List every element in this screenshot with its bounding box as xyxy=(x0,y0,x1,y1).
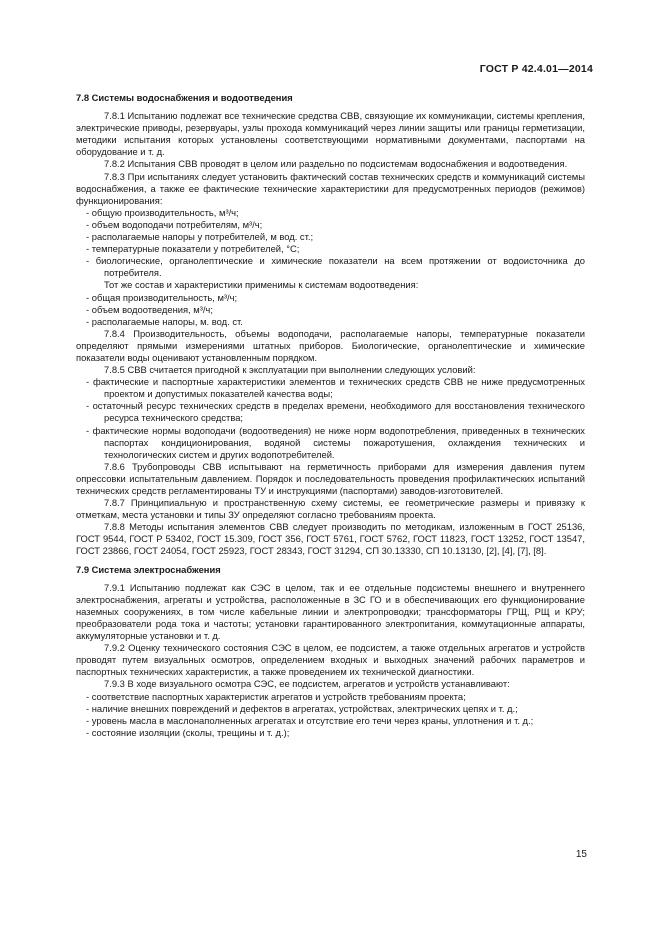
list-item: - фактические и паспортные характеристики элементов и технических средств СВВ не ниже предусмотренных проектом и допустимых показателей качества воды; xyxy=(76,376,585,400)
section-heading-7-9: 7.9 Система электроснабжения xyxy=(76,563,221,575)
paragraph-7-8-3: 7.8.3 При испытаниях следует установить фактический состав технических средств и коммуникаций системы водоснабжения, а также ее фактические технические характеристики для предусмотренных периодов (режимов) функционирования: xyxy=(76,170,585,206)
page-number: 15 xyxy=(575,849,587,860)
list-item: - фактические нормы водоподачи (водоотведения) не ниже норм водопотребления, приведенных в технических паспортах кондиционирования, водяной системы пожаротушения, охлаждения технических и технологических систем и других водопотребителей. xyxy=(76,425,585,461)
document-body xyxy=(76,92,585,739)
list-item: - общая производительность, м³/ч; xyxy=(76,292,585,304)
list-item: - остаточный ресурс технических средств в пределах времени, необходимого для восстановления технического ресурса технического средства; xyxy=(76,400,585,424)
paragraph-7-8-2: 7.8.2 Испытания СВВ проводят в целом или раздельно по подсистемам водоснабжения и водоотведения. xyxy=(104,158,568,170)
list-item: - наличие внешних повреждений и дефектов в агрегатах, устройствах, электрических цепях и т. д.; xyxy=(76,703,585,715)
paragraph-7-8-4: 7.8.4 Производительность, объемы водоподачи, располагаемые напоры, температурные показатели определяют прямыми измерениями штатных приборов. Биологические, органолептические и химические показатели воды оценивают установленным порядком. xyxy=(76,327,585,363)
paragraph-7-9-2: 7.9.2 Оценку технического состояния СЭС в целом, ее подсистем, а также отдельных агрегатов и устройств проводят путем визуальных осмотров, определением входных и выходных значений рабочих параметров и паспортных технических характеристик, а также проведением их технической диагностики. xyxy=(76,642,585,678)
list-item: - общую производительность, м³/ч; xyxy=(76,207,585,219)
paragraph-7-9-3: 7.9.3 В ходе визуального осмотра СЭС, ее подсистем, агрегатов и устройств устанавливают: xyxy=(104,678,510,690)
paragraph-7-9-1: 7.9.1 Испытанию подлежат как СЭС в целом, так и ее отдельные подсистемы внешнего и внутреннего электроснабжения, агрегаты и устройства, расположенные в ЗС ГО и в обеспечивающих его функционирование наземных сооружениях, в том числе кабельные линии и электропроводки; трансформаторы ГРЩ, РЩ и КРУ; преобразователи рода тока и частоты; установки гарантированного электропитания, коммутационные аппараты, аккумуляторные установки и т. д. xyxy=(76,581,585,642)
paragraph-7-8-5: 7.8.5 СВВ считается пригодной к эксплуатации при выполнении следующих условий: xyxy=(104,364,476,376)
paragraph-7-8-6: 7.8.6 Трубопроводы СВВ испытывают на герметичность приборами для измерения давления путем опрессовки испытательным давлением. Порядок и последовательность проведения профилактических испытаний технических средств регламентированы ТУ и инструкциями (паспортами) заводов-изготовителей. xyxy=(76,460,585,496)
paragraph-7-8-1: 7.8.1 Испытанию подлежат все технические средства СВВ, связующие их коммуникации, системы крепления, электрические приводы, резервуары, узлы прохода коммуникаций через линии защиты или границы герметизации, методики испытания которых установлены соответствующими нормативными документами, паспортами на оборудование и т. д. xyxy=(76,110,585,158)
list-item: - биологические, органолептические и химические показатели на всем протяжении от водоисточника до потребителя. xyxy=(76,255,585,279)
list-item: - объем водоотведения, м³/ч; xyxy=(76,304,585,316)
list-item: - температурные показатели у потребителей, °С; xyxy=(76,243,585,255)
list-item: - соответствие паспортных характеристик агрегатов и устройств требованиям проекта; xyxy=(76,691,585,703)
standard-code: ГОСТ Р 42.4.01—2014 xyxy=(479,63,593,75)
paragraph-7-8-7: 7.8.7 Принципиальную и пространственную схему системы, ее геометрические размеры и привязку к отметкам, места установки и типы ЗУ определяют согласно требованиям проекта. xyxy=(76,497,585,521)
list-item: - состояние изоляции (сколы, трещины и т. д.); xyxy=(76,727,585,739)
paragraph-7-8-3-sewage: Тот же состав и характеристики применимы к системам водоотведения: xyxy=(104,279,419,291)
section-heading-7-8: 7.8 Системы водоснабжения и водоотведения xyxy=(76,92,293,103)
list-item: - располагаемые напоры у потребителей, м вод. ст.; xyxy=(76,231,585,243)
paragraph-7-8-8: 7.8.8 Методы испытания элементов СВВ следует производить по методикам, изложенным в ГОСТ 25136, ГОСТ 9544, ГОСТ Р 53402, ГОСТ 15.309, ГОСТ 356, ГОСТ 5761, ГОСТ 5762, ГОСТ 11823, ГОСТ 13252, ГОСТ 13547, ГОСТ 23866, ГОСТ 24054, ГОСТ 25923, ГОСТ 28343, ГОСТ 31294, СП 30.13330, СП 10.13130, [2], [4], [7], [8]. xyxy=(76,521,585,557)
list-item: - располагаемые напоры, м. вод. ст. xyxy=(76,316,585,328)
list-item: - уровень масла в маслонаполненных агрегатах и отсутствие его течи через краны, уплотнения и т. д.; xyxy=(76,715,585,727)
list-item: - объем водоподачи потребителям, м³/ч; xyxy=(76,219,585,231)
